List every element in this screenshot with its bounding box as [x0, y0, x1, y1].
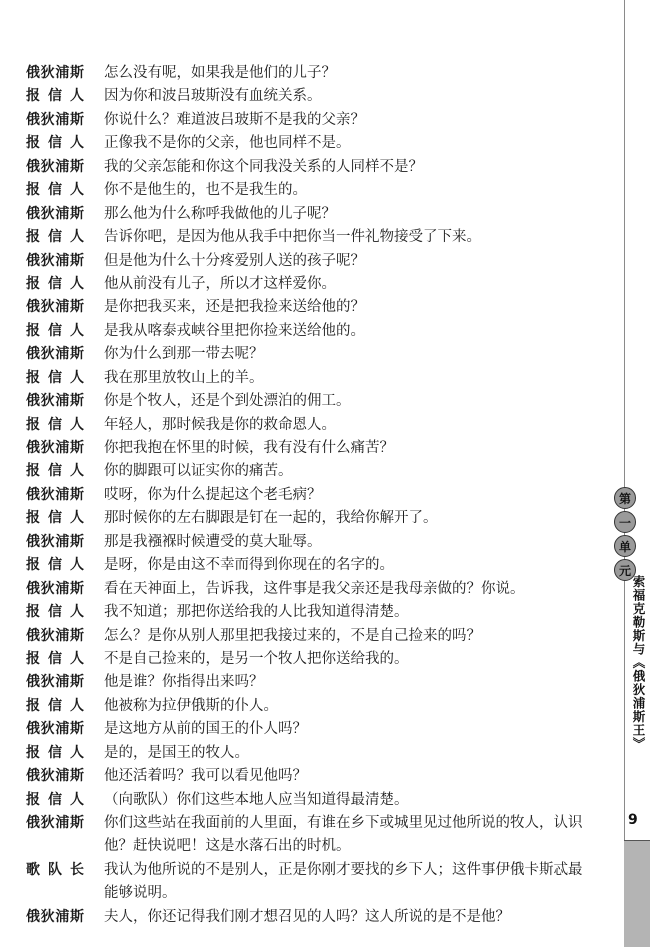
speaker-char: 报 [26, 275, 40, 292]
dialogue-text: 哎呀，你为什么提起这个老毛病？ [104, 486, 322, 503]
speaker-name [26, 601, 104, 624]
dialogue-line [26, 507, 596, 530]
speaker-char: 狄 [40, 486, 55, 503]
speaker-char: 俄 [26, 627, 40, 644]
speaker-char: 报 [26, 650, 40, 667]
speaker-name [26, 648, 104, 671]
dialogue-line [26, 648, 596, 671]
speaker-char: 报 [26, 88, 40, 105]
margin-divider [624, 0, 625, 946]
dialogue-text: 你把我抱在怀里的时候，我有没有什么痛苦？ [104, 440, 394, 456]
speaker-char: 斯 [69, 158, 84, 175]
speaker-char: 狄 [40, 768, 55, 785]
dialogue-text: 是我从喀泰戎峡谷里把你捡来送给他的。 [104, 322, 365, 339]
speaker-char: 浦 [55, 908, 70, 925]
speaker-char: 信 [48, 557, 62, 574]
speaker-char: 俄 [26, 393, 40, 410]
speaker-char: 报 [26, 510, 40, 527]
dialogue-text: 是呀，你是由这不幸而得到你现在的名字的。 [104, 557, 394, 574]
speaker-name [26, 859, 104, 882]
speaker-char: 报 [26, 416, 40, 433]
speaker-char: 狄 [40, 346, 55, 363]
speaker-char: 信 [48, 182, 62, 199]
dialogue-line [26, 460, 596, 483]
speaker-char: 狄 [40, 65, 55, 81]
dialogue-text: （向歌队）你们这些本地人应当知道得最清楚。 [104, 791, 409, 808]
dialogue-line [26, 156, 596, 179]
speaker-name [26, 390, 104, 413]
dialogue-text: 是的，是国王的牧人。 [104, 744, 249, 761]
speaker-char: 狄 [40, 393, 55, 410]
speaker-char: 俄 [26, 815, 40, 831]
dialogue-line [26, 531, 596, 554]
speaker-char: 浦 [55, 158, 70, 175]
speaker-name [26, 742, 104, 765]
speaker-char: 报 [26, 369, 40, 386]
speaker-char: 狄 [40, 440, 55, 456]
speaker-char: 俄 [26, 158, 40, 175]
speaker-char: 俄 [26, 440, 40, 456]
speaker-name [26, 671, 104, 694]
dialogue-text: 是你把我买来，还是把我捡来送给他的？ [104, 299, 365, 316]
speaker-char: 报 [26, 604, 40, 621]
speaker-char: 斯 [69, 674, 84, 691]
speaker-char: 信 [48, 604, 62, 621]
speaker-char: 俄 [26, 674, 40, 691]
dialogue-line [26, 742, 596, 765]
dialogue-line [26, 320, 596, 343]
speaker-char: 报 [26, 463, 40, 480]
speaker-char: 狄 [40, 721, 55, 738]
dialogue-line [26, 437, 596, 460]
speaker-char: 队 [48, 861, 62, 878]
speaker-name [26, 85, 104, 108]
speaker-char: 斯 [69, 768, 84, 785]
dialogue-text: 他是谁？你指得出来吗？ [104, 674, 264, 691]
speaker-char: 报 [26, 135, 40, 152]
speaker-char: 俄 [26, 111, 40, 128]
speaker-char: 人 [70, 510, 84, 527]
speaker-char: 俄 [26, 252, 40, 269]
speaker-name [26, 250, 104, 273]
speaker-name [26, 507, 104, 530]
dialogue-line [26, 250, 596, 273]
dialogue-block [26, 62, 596, 929]
speaker-char: 狄 [40, 252, 55, 269]
speaker-char: 人 [70, 791, 84, 808]
speaker-name [26, 437, 104, 460]
thumb-index-tab [624, 840, 650, 947]
speaker-name [26, 460, 104, 483]
speaker-char: 斯 [69, 111, 84, 128]
speaker-char: 狄 [40, 815, 55, 831]
speaker-char: 人 [70, 88, 84, 105]
speaker-char: 斯 [69, 205, 84, 222]
speaker-char: 信 [48, 463, 62, 480]
dialogue-line [26, 390, 596, 413]
unit-badge-icon: 元 [614, 559, 636, 581]
speaker-char: 人 [70, 416, 84, 433]
dialogue-line [26, 554, 596, 577]
dialogue-text: 因为你和波吕玻斯没有血统关系。 [104, 88, 322, 105]
speaker-name [26, 320, 104, 343]
speaker-name [26, 367, 104, 390]
speaker-char: 信 [48, 510, 62, 527]
speaker-char: 浦 [55, 299, 70, 316]
speaker-char: 人 [70, 557, 84, 574]
speaker-char: 浦 [55, 674, 70, 691]
speaker-char: 斯 [69, 252, 84, 269]
speaker-name [26, 484, 104, 507]
dialogue-text: 你为什么到那一带去呢？ [104, 346, 264, 363]
speaker-char: 狄 [40, 533, 55, 550]
speaker-char: 浦 [55, 205, 70, 222]
dialogue-line [26, 414, 596, 437]
speaker-char: 狄 [40, 674, 55, 691]
speaker-char: 报 [26, 322, 40, 339]
dialogue-text: 年轻人，那时候我是你的救命恩人。 [104, 416, 336, 433]
dialogue-line [26, 484, 596, 507]
speaker-char: 人 [70, 650, 84, 667]
speaker-char: 人 [70, 463, 84, 480]
page-number: 9 [628, 812, 638, 828]
dialogue-line [26, 625, 596, 648]
speaker-char: 斯 [69, 65, 84, 81]
speaker-name [26, 578, 104, 601]
speaker-char: 信 [48, 697, 62, 714]
speaker-char: 浦 [55, 252, 70, 269]
speaker-char: 斯 [69, 299, 84, 316]
speaker-char: 报 [26, 229, 40, 246]
speaker-char: 浦 [55, 533, 70, 550]
speaker-char: 浦 [55, 580, 70, 597]
speaker-name [26, 226, 104, 249]
speaker-name [26, 414, 104, 437]
speaker-char: 人 [70, 275, 84, 292]
speaker-name [26, 343, 104, 366]
dialogue-line [26, 765, 596, 788]
speaker-char: 浦 [55, 486, 70, 503]
speaker-char: 斯 [69, 533, 84, 550]
dialogue-line [26, 62, 596, 85]
speaker-char: 歌 [26, 861, 40, 878]
speaker-char: 人 [70, 229, 84, 246]
speaker-char: 浦 [55, 346, 70, 363]
dialogue-text: 不是自己捡来的，是另一个牧人把你送给我的。 [104, 650, 409, 667]
speaker-char: 俄 [26, 205, 40, 222]
speaker-char: 俄 [26, 908, 40, 925]
speaker-char: 俄 [26, 346, 40, 363]
speaker-char: 信 [48, 229, 62, 246]
speaker-char: 信 [48, 275, 62, 292]
speaker-name [26, 765, 104, 788]
dialogue-line [26, 671, 596, 694]
dialogue-line [26, 718, 596, 741]
side-chapter-title: 索福克勒斯与《俄狄浦斯王》 [631, 575, 646, 751]
speaker-char: 俄 [26, 533, 40, 550]
speaker-char: 斯 [69, 908, 84, 925]
speaker-char: 报 [26, 744, 40, 761]
speaker-char: 狄 [40, 205, 55, 222]
speaker-char: 信 [48, 88, 62, 105]
dialogue-text: 他从前没有儿子，所以才这样爱你。 [104, 275, 336, 292]
unit-badge-icon: 单 [614, 535, 636, 557]
speaker-char: 人 [70, 369, 84, 386]
speaker-char: 浦 [55, 627, 70, 644]
speaker-char: 斯 [69, 627, 84, 644]
speaker-char: 浦 [55, 768, 70, 785]
speaker-char: 斯 [69, 580, 84, 597]
speaker-char: 报 [26, 182, 40, 199]
dialogue-text: 告诉你吧，是因为他从我手中把你当一件礼物接受了下来。 [104, 229, 481, 246]
dialogue-text: 我认为他所说的不是别人，正是你刚才要找的乡下人；这件事伊俄卡斯忒最能够说明。 [104, 861, 583, 902]
speaker-name [26, 109, 104, 132]
speaker-char: 浦 [55, 440, 70, 456]
dialogue-line [26, 343, 596, 366]
speaker-name [26, 695, 104, 718]
speaker-name [26, 132, 104, 155]
speaker-name [26, 62, 104, 85]
speaker-char: 狄 [40, 580, 55, 597]
unit-badge-icon: 一 [614, 511, 636, 533]
dialogue-line [26, 789, 596, 812]
speaker-char: 浦 [55, 721, 70, 738]
speaker-char: 斯 [69, 815, 84, 831]
speaker-name [26, 179, 104, 202]
dialogue-text: 但是他为什么十分疼爱别人送的孩子呢？ [104, 252, 365, 269]
speaker-char: 人 [70, 322, 84, 339]
dialogue-text: 正像我不是你的父亲，他也同样不是。 [104, 135, 351, 152]
speaker-char: 斯 [69, 346, 84, 363]
dialogue-line [26, 273, 596, 296]
speaker-name [26, 625, 104, 648]
speaker-char: 斯 [69, 486, 84, 503]
speaker-char: 狄 [40, 158, 55, 175]
speaker-name [26, 718, 104, 741]
speaker-char: 狄 [40, 627, 55, 644]
dialogue-line [26, 132, 596, 155]
dialogue-line [26, 179, 596, 202]
speaker-char: 浦 [55, 393, 70, 410]
speaker-char: 报 [26, 697, 40, 714]
speaker-char: 信 [48, 791, 62, 808]
dialogue-text: 他还活着吗？我可以看见他吗？ [104, 768, 307, 785]
dialogue-line [26, 695, 596, 718]
speaker-char: 长 [70, 861, 84, 878]
speaker-char: 信 [48, 369, 62, 386]
speaker-name [26, 531, 104, 554]
speaker-char: 信 [48, 650, 62, 667]
dialogue-line [26, 812, 596, 859]
dialogue-text: 是这地方从前的国王的仆人吗？ [104, 721, 307, 738]
speaker-name [26, 554, 104, 577]
dialogue-text: 你是个牧人，还是个到处漂泊的佣工。 [104, 393, 351, 410]
dialogue-line [26, 109, 596, 132]
speaker-char: 俄 [26, 299, 40, 316]
speaker-char: 俄 [26, 580, 40, 597]
speaker-char: 斯 [69, 721, 84, 738]
speaker-char: 俄 [26, 721, 40, 738]
speaker-char: 浦 [55, 815, 70, 831]
dialogue-line [26, 296, 596, 319]
dialogue-text: 怎么没有呢，如果我是他们的儿子？ [104, 65, 336, 81]
dialogue-text: 怎么？是你从别人那里把我接过来的，不是自己捡来的吗？ [104, 627, 481, 644]
speaker-char: 信 [48, 744, 62, 761]
speaker-name [26, 273, 104, 296]
speaker-name [26, 156, 104, 179]
dialogue-line [26, 203, 596, 226]
speaker-char: 斯 [69, 440, 84, 456]
unit-badge-stack [614, 487, 636, 581]
speaker-char: 狄 [40, 299, 55, 316]
speaker-char: 报 [26, 791, 40, 808]
dialogue-line [26, 601, 596, 624]
speaker-char: 斯 [69, 393, 84, 410]
speaker-name [26, 812, 104, 835]
speaker-char: 人 [70, 604, 84, 621]
speaker-char: 信 [48, 322, 62, 339]
dialogue-text: 你们这些站在我面前的人里面，有谁在乡下或城里见过他所说的牧人，认识他？赶快说吧！这是水落石出的时机。 [104, 815, 583, 855]
speaker-char: 报 [26, 557, 40, 574]
speaker-char: 狄 [40, 111, 55, 128]
dialogue-text: 那么他为什么称呼我做他的儿子呢？ [104, 205, 336, 222]
speaker-char: 俄 [26, 486, 40, 503]
speaker-name [26, 203, 104, 226]
speaker-char: 浦 [55, 111, 70, 128]
dialogue-text: 夫人，你还记得我们刚才想召见的人吗？这人所说的是不是他？ [104, 908, 510, 925]
dialogue-text: 我不知道；那把你送给我的人比我知道得清楚。 [104, 604, 409, 621]
speaker-name [26, 296, 104, 319]
speaker-char: 人 [70, 697, 84, 714]
speaker-char: 人 [70, 135, 84, 152]
dialogue-line [26, 226, 596, 249]
dialogue-line [26, 85, 596, 108]
dialogue-text: 你说什么？难道波吕玻斯不是我的父亲？ [104, 111, 365, 128]
dialogue-line [26, 578, 596, 601]
speaker-char: 人 [70, 182, 84, 199]
speaker-name [26, 789, 104, 812]
dialogue-text: 那是我襁褓时候遭受的莫大耻辱。 [104, 533, 322, 550]
dialogue-line [26, 859, 596, 906]
dialogue-text: 我的父亲怎能和你这个同我没关系的人同样不是？ [104, 158, 423, 175]
speaker-char: 狄 [40, 908, 55, 925]
dialogue-text: 我在那里放牧山上的羊。 [104, 369, 264, 386]
speaker-char: 浦 [55, 65, 70, 81]
speaker-char: 信 [48, 416, 62, 433]
speaker-char: 俄 [26, 768, 40, 785]
dialogue-text: 看在天神面上，告诉我，这件事是我父亲还是我母亲做的？你说。 [104, 580, 525, 597]
dialogue-text: 他被称为拉伊俄斯的仆人。 [104, 697, 278, 714]
dialogue-text: 那时候你的左右脚跟是钉在一起的，我给你解开了。 [104, 510, 438, 527]
dialogue-text: 你不是他生的，也不是我生的。 [104, 182, 307, 199]
speaker-char: 俄 [26, 65, 40, 81]
dialogue-line [26, 906, 596, 929]
dialogue-text: 你的脚跟可以证实你的痛苦。 [104, 463, 293, 480]
speaker-char: 信 [48, 135, 62, 152]
dialogue-line [26, 367, 596, 390]
speaker-char: 人 [70, 744, 84, 761]
unit-badge-icon: 第 [614, 487, 636, 509]
speaker-name [26, 906, 104, 929]
